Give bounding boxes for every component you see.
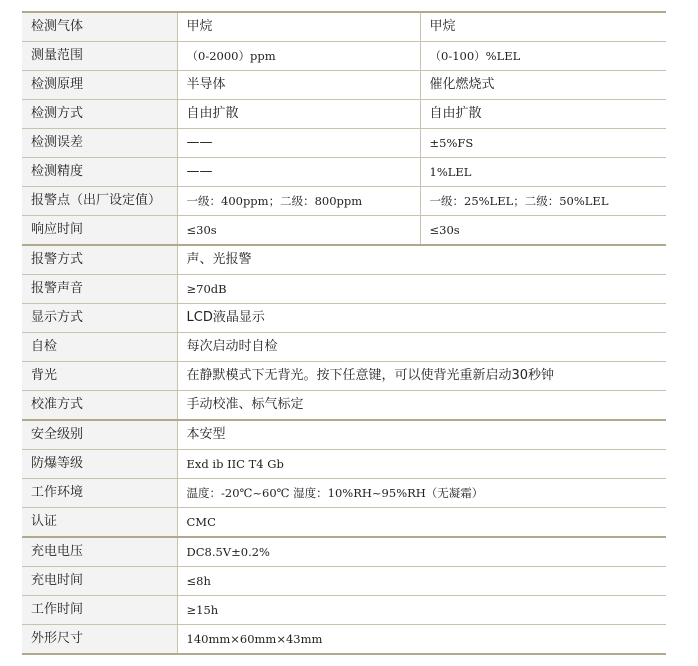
row-calibration — [22, 391, 666, 421]
row-label: 检测原理 — [22, 71, 177, 100]
row-value: ≥15h — [177, 596, 666, 625]
row-precision — [22, 158, 666, 187]
row-value: 本安型 — [177, 420, 666, 450]
catalytic-value: ≤30s — [420, 216, 666, 246]
row-label: 充电电压 — [22, 537, 177, 567]
row-label: 显示方式 — [22, 304, 177, 333]
catalytic-value: ±5%FS — [420, 129, 666, 158]
row-label: 测量范围 — [22, 42, 177, 71]
spec-table — [22, 11, 666, 655]
semiconductor-value: ≤30s — [177, 216, 420, 246]
row-label: 充电时间 — [22, 567, 177, 596]
row-value: 在静默模式下无背光。按下任意键，可以使背光重新启动30秒钟 — [177, 362, 666, 391]
row-value: 每次启动时自检 — [177, 333, 666, 362]
semiconductor-value: （0-2000）ppm — [177, 42, 420, 71]
row-label: 报警方式 — [22, 245, 177, 275]
row-alarm-point — [22, 187, 666, 216]
row-value: LCD液晶显示 — [177, 304, 666, 333]
row-principle — [22, 71, 666, 100]
row-value: 140mm×60mm×43mm — [177, 625, 666, 655]
row-label: 校准方式 — [22, 391, 177, 421]
row-alarm-sound — [22, 275, 666, 304]
row-label: 报警点（出厂设定值） — [22, 187, 177, 216]
row-label: 工作环境 — [22, 479, 177, 508]
row-label: 检测精度 — [22, 158, 177, 187]
row-label: 报警声音 — [22, 275, 177, 304]
semiconductor-value: —— — [177, 129, 420, 158]
row-method — [22, 100, 666, 129]
row-label: 外形尺寸 — [22, 625, 177, 655]
row-label: 安全级别 — [22, 420, 177, 450]
row-alarm-mode — [22, 245, 666, 275]
semiconductor-value: 一级：400ppm；二级：800ppm — [177, 187, 420, 216]
row-label: 检测气体 — [22, 12, 177, 42]
row-value: 声、光报警 — [177, 245, 666, 275]
semiconductor-value: 自由扩散 — [177, 100, 420, 129]
row-label: 认证 — [22, 508, 177, 538]
row-explosion-proof — [22, 450, 666, 479]
row-label: 检测误差 — [22, 129, 177, 158]
row-value: ≥70dB — [177, 275, 666, 304]
row-value: CMC — [177, 508, 666, 538]
row-dimensions — [22, 625, 666, 655]
row-label: 检测方式 — [22, 100, 177, 129]
catalytic-value: （0-100）%LEL — [420, 42, 666, 71]
row-detect-gas — [22, 12, 666, 42]
row-work-time — [22, 596, 666, 625]
row-label: 响应时间 — [22, 216, 177, 246]
row-certification — [22, 508, 666, 538]
row-label: 背光 — [22, 362, 177, 391]
row-charge-time — [22, 567, 666, 596]
row-backlight — [22, 362, 666, 391]
row-error — [22, 129, 666, 158]
semiconductor-value: —— — [177, 158, 420, 187]
row-self-test — [22, 333, 666, 362]
row-value: 温度：-20℃~60℃ 湿度：10%RH~95%RH（无凝霜） — [177, 479, 666, 508]
row-label: 自检 — [22, 333, 177, 362]
row-environment — [22, 479, 666, 508]
row-value: Exd ib IIC T4 Gb — [177, 450, 666, 479]
semiconductor-value: 半导体 — [177, 71, 420, 100]
semiconductor-value: 甲烷 — [177, 12, 420, 42]
catalytic-value: 一级：25%LEL；二级：50%LEL — [420, 187, 666, 216]
row-response-time — [22, 216, 666, 246]
catalytic-value: 甲烷 — [420, 12, 666, 42]
row-value: ≤8h — [177, 567, 666, 596]
row-value: 手动校准、标气标定 — [177, 391, 666, 421]
row-value: DC8.5V±0.2% — [177, 537, 666, 567]
row-range — [22, 42, 666, 71]
catalytic-value: 催化燃烧式 — [420, 71, 666, 100]
row-display — [22, 304, 666, 333]
row-label: 防爆等级 — [22, 450, 177, 479]
catalytic-value: 自由扩散 — [420, 100, 666, 129]
catalytic-value: 1%LEL — [420, 158, 666, 187]
row-safety-level — [22, 420, 666, 450]
row-label: 工作时间 — [22, 596, 177, 625]
row-charge-voltage — [22, 537, 666, 567]
